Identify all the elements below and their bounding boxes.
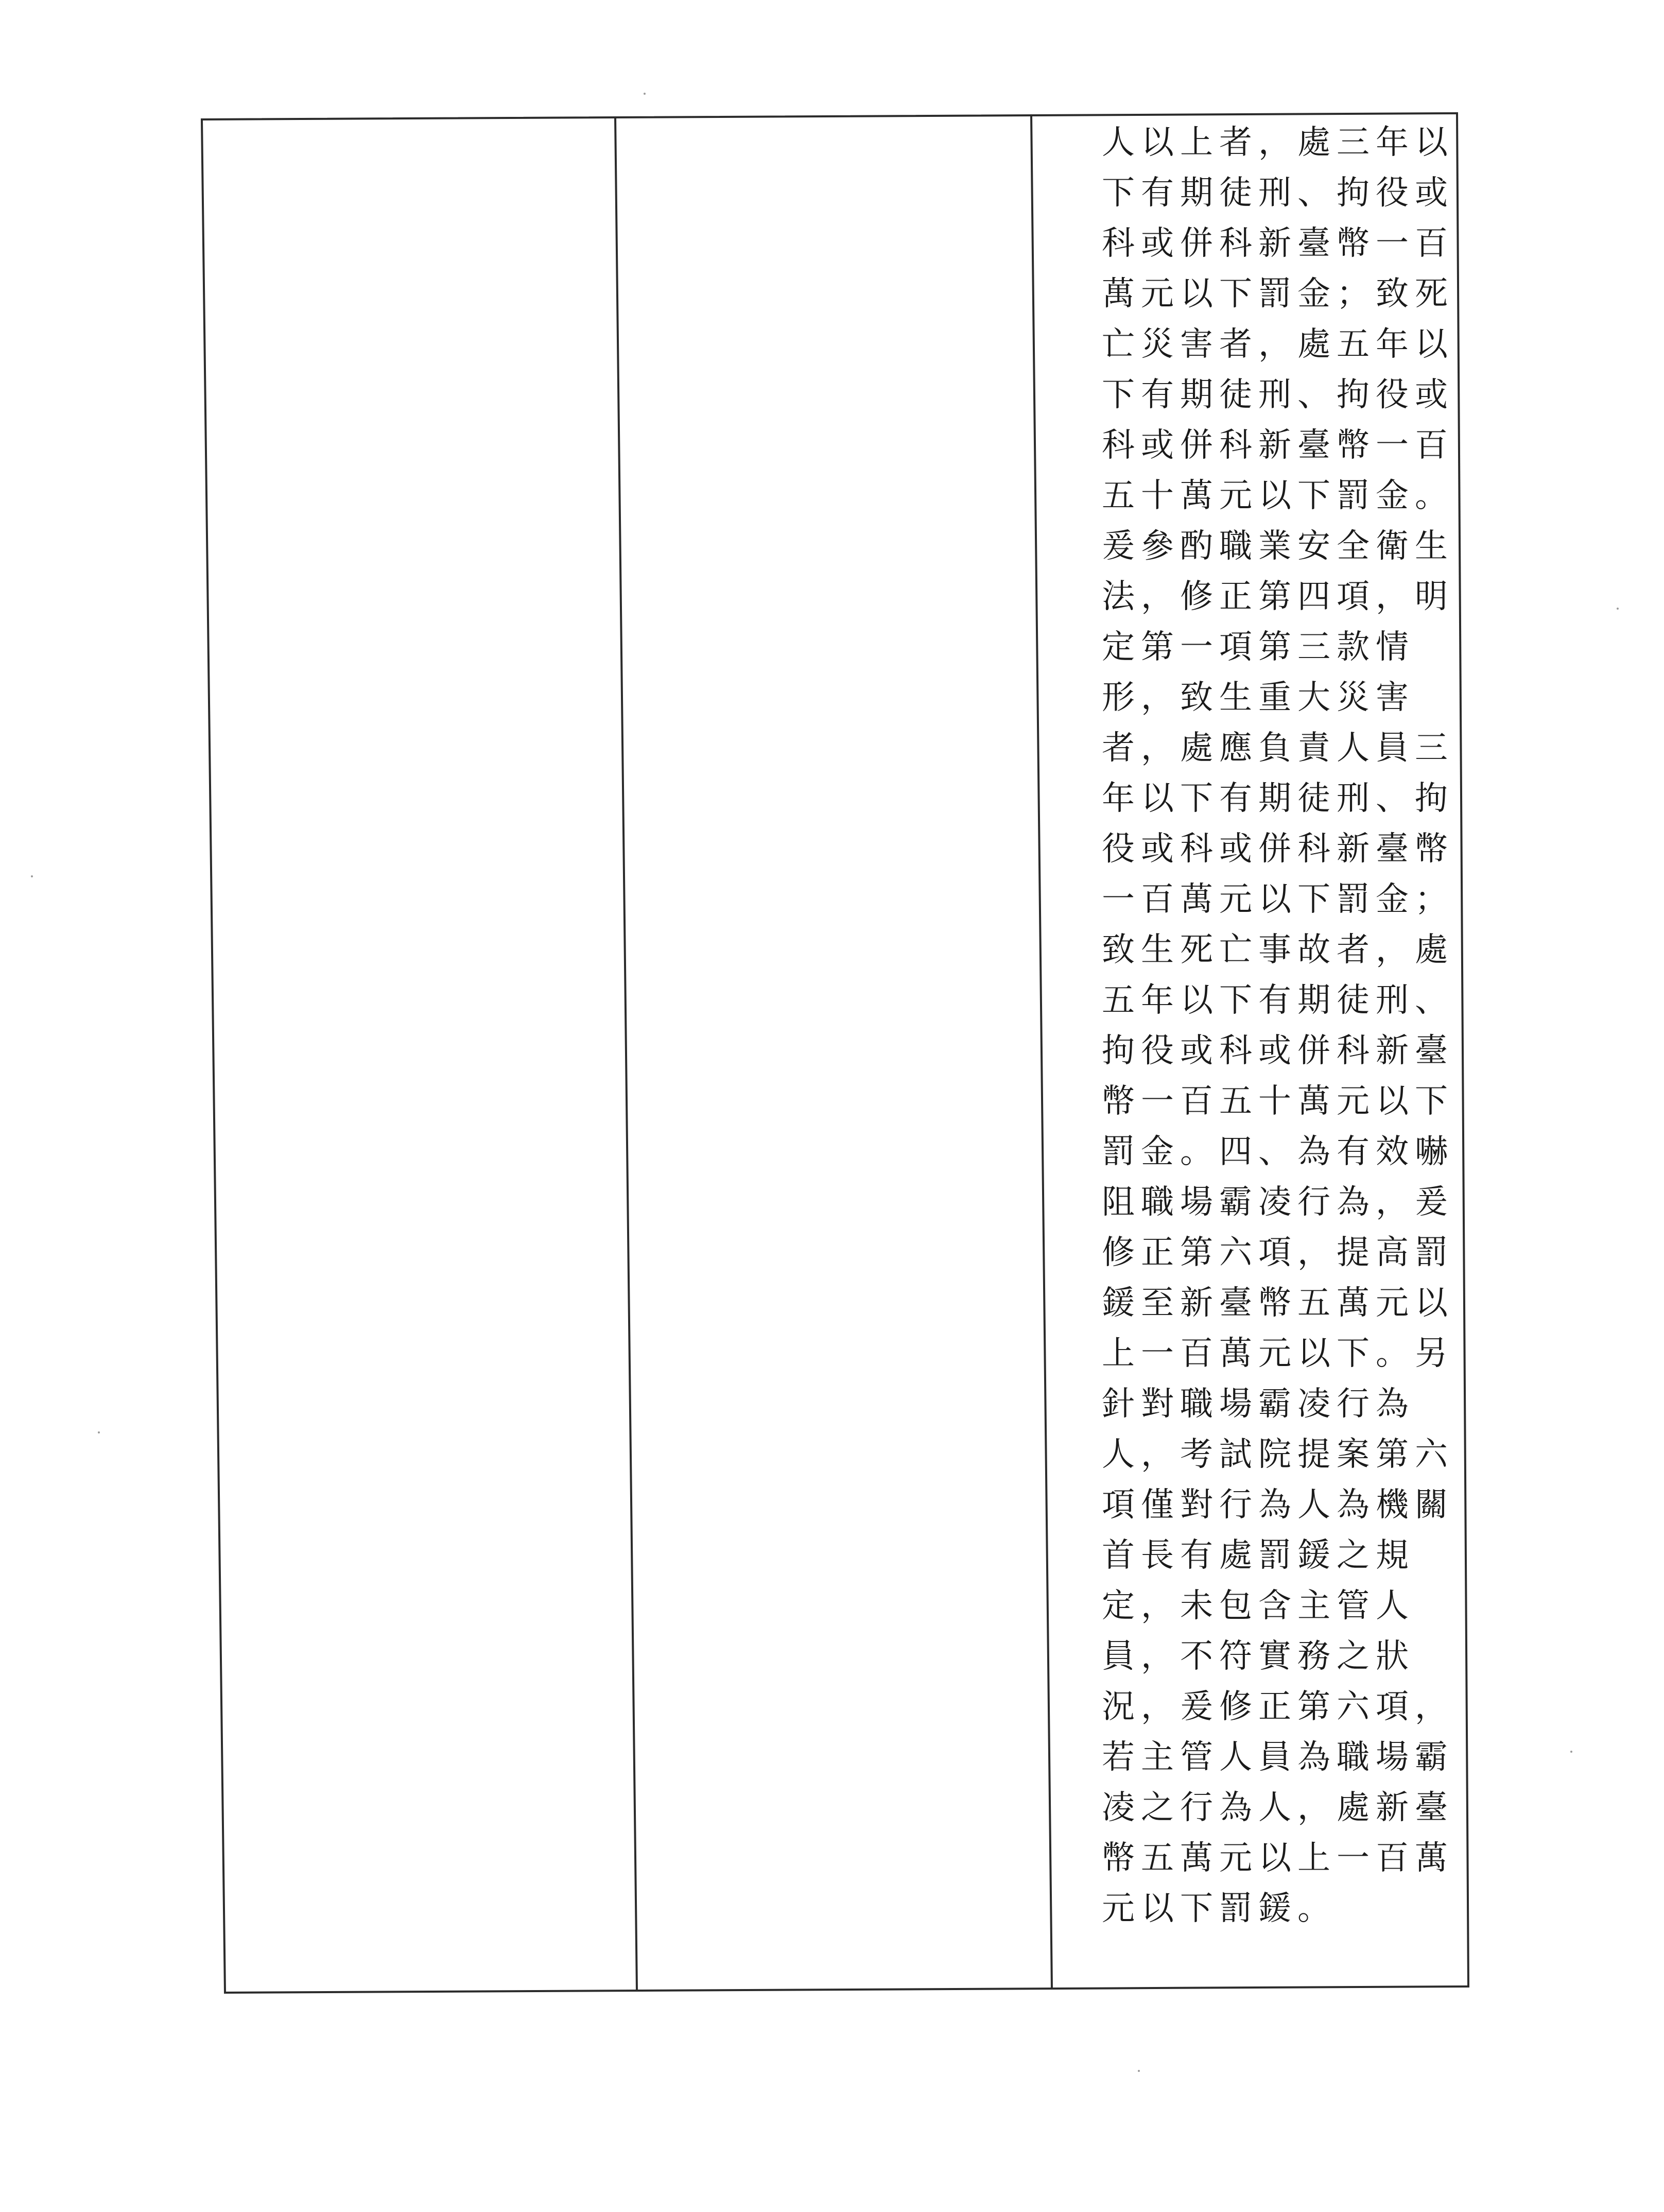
text-line: 五年以下有期徒刑、 xyxy=(1102,981,1454,1019)
text-line: 爰參酌職業安全衛生 xyxy=(1102,527,1454,565)
scan-speck xyxy=(31,875,33,877)
text-line: 首長有處罰鍰之規 xyxy=(1102,1536,1415,1575)
scan-speck xyxy=(1138,2070,1140,2072)
text-line: 阻職場霸凌行為，爰 xyxy=(1102,1183,1454,1221)
table-left-border xyxy=(202,119,225,1993)
scan-speck xyxy=(1570,1751,1572,1753)
text-line: 鍰至新臺幣五萬元以 xyxy=(1102,1284,1454,1322)
text-line: 萬元以下罰金；致死 xyxy=(1102,275,1454,313)
text-line: 凌之行為人，處新臺 xyxy=(1102,1789,1454,1827)
text-line: 修正第六項，提高罰 xyxy=(1102,1234,1454,1272)
text-line: 役或科或併科新臺幣 xyxy=(1102,830,1454,868)
text-line: 罰金。四、為有效嚇 xyxy=(1102,1133,1454,1171)
table-right-border xyxy=(1457,113,1468,1986)
text-line: 科或併科新臺幣一百 xyxy=(1102,224,1454,263)
text-line: 拘役或科或併科新臺 xyxy=(1102,1032,1454,1070)
text-line: 項僅對行為人為機關 xyxy=(1102,1486,1454,1524)
text-line: 針對職場霸凌行為 xyxy=(1102,1385,1415,1423)
text-line: 人，考試院提案第六 xyxy=(1102,1436,1454,1474)
text-line: 人以上者，處三年以 xyxy=(1102,124,1454,162)
text-line: 定第一項第三款情 xyxy=(1102,628,1415,666)
text-line: 五十萬元以下罰金。 xyxy=(1102,477,1454,515)
text-line: 下有期徒刑、拘役或 xyxy=(1102,174,1454,212)
text-line: 一百萬元以下罰金； xyxy=(1102,880,1454,919)
text-line: 年以下有期徒刑、拘 xyxy=(1102,780,1454,818)
text-line: 科或併科新臺幣一百 xyxy=(1102,426,1454,464)
text-line: 下有期徒刑、拘役或 xyxy=(1102,376,1454,414)
table-bottom-border xyxy=(225,1986,1468,1993)
text-line: 若主管人員為職場霸 xyxy=(1102,1738,1454,1776)
text-line: 員，不符實務之狀 xyxy=(1102,1637,1415,1675)
text-line: 者，處應負責人員三 xyxy=(1102,729,1454,767)
text-line: 幣五萬元以上一百萬 xyxy=(1102,1839,1454,1877)
text-line: 況，爰修正第六項， xyxy=(1102,1688,1454,1726)
table-cell-3-text xyxy=(1102,117,1454,1934)
text-line: 亡災害者，處五年以 xyxy=(1102,325,1454,364)
text-line: 形，致生重大災害 xyxy=(1102,679,1415,717)
scan-speck xyxy=(98,1431,100,1433)
text-line: 致生死亡事故者，處 xyxy=(1102,931,1454,969)
text-line: 幣一百五十萬元以下 xyxy=(1102,1082,1454,1120)
column-divider-2 xyxy=(1031,115,1052,1989)
scan-speck xyxy=(1617,608,1619,610)
text-line: 元以下罰鍰。 xyxy=(1102,1890,1337,1928)
column-divider-1 xyxy=(615,117,637,1991)
scan-speck xyxy=(644,93,646,95)
text-line: 上一百萬元以下。另 xyxy=(1102,1335,1454,1373)
text-line: 法，修正第四項，明 xyxy=(1102,578,1454,616)
text-line: 定，未包含主管人 xyxy=(1102,1587,1415,1625)
